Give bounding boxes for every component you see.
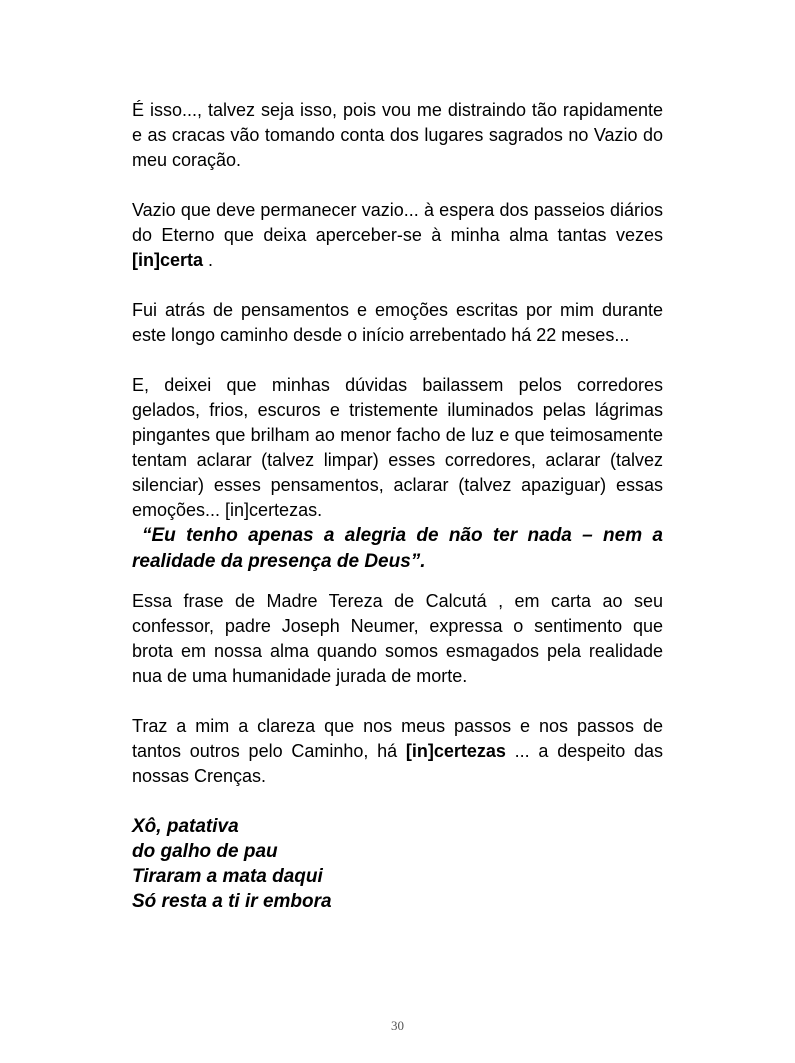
paragraph-2-text: Vazio que deve permanecer vazio... à espera dos passeios diários do Eterno que deixa aperceber-se à minha alma tantas vezes xyxy=(132,200,663,245)
verse-line: Xô, patativa xyxy=(132,816,239,837)
paragraph-6-text: Traz a mim a clareza que nos meus passos e nos passos de tantos outros pelo Caminho, há xyxy=(132,716,663,761)
paragraph-4: E, deixei que minhas dúvidas bailassem pelos corredores gelados, frios, escuros e tristemente iluminados pelas lágrimas pingantes que brilham ao menor facho de luz e que teimosamente tentam aclarar (talvez limpar) esses corredores, aclarar (talvez silenciar) esses pensamentos, aclarar (talvez apaziguar) essas emoções... [in]certezas. xyxy=(132,375,663,520)
paragraph-6 xyxy=(132,714,663,789)
verse-line: Tiraram a mata daqui xyxy=(132,866,323,887)
document-body xyxy=(132,98,663,914)
paragraph-2 xyxy=(132,198,663,273)
page-number: 30 xyxy=(391,1018,404,1033)
paragraph-5: Essa frase de Madre Tereza de Calcutá , em carta ao seu confessor, padre Joseph Neumer, expressa o sentimento que brota em nossa alma quando somos esmagados pela realidade nua de uma humanidade jurada de morte. xyxy=(132,591,663,686)
verse-block xyxy=(132,814,663,914)
quote: “Eu tenho apenas a alegria de não ter nada – nem a realidade da presença de Deus”. xyxy=(132,525,663,572)
verse-line: Só resta a ti ir embora xyxy=(132,891,332,912)
paragraph-3: Fui atrás de pensamentos e emoções escritas por mim durante este longo caminho desde o início arrebentado há 22 meses... xyxy=(132,300,663,345)
paragraph-6-bold: [in]certezas xyxy=(405,741,506,761)
paragraph-6-end: ... a despeito das nossas Crenças. xyxy=(132,741,664,786)
paragraph-2-end: . xyxy=(203,250,214,270)
paragraph-1: É isso..., talvez seja isso, pois vou me distraindo tão rapidamente e as cracas vão tomando conta dos lugares sagrados no Vazio do meu coração. xyxy=(132,100,663,170)
verse-line: do galho de pau xyxy=(132,841,278,862)
paragraph-2-bold: [in]certa xyxy=(132,250,204,270)
